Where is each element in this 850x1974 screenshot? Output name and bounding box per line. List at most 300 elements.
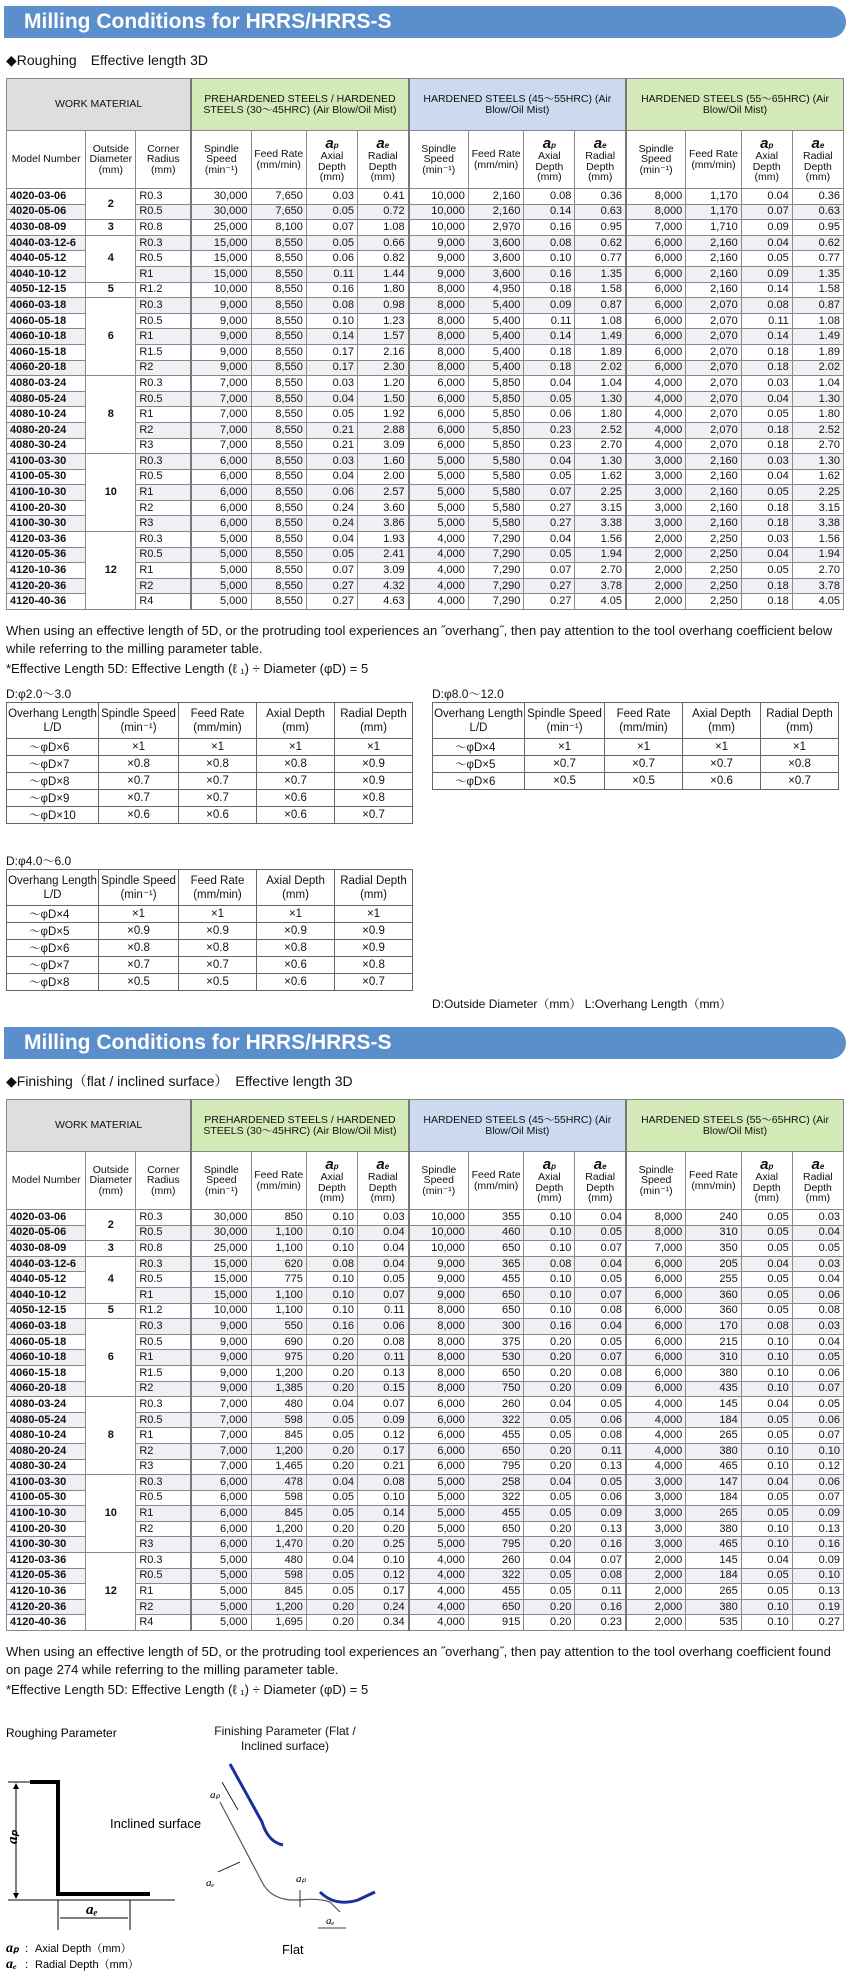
value-cell: 0.05 bbox=[741, 1428, 792, 1444]
value-cell: 0.14 bbox=[524, 329, 575, 345]
value-cell: 3,000 bbox=[626, 454, 686, 470]
value-cell: 10,000 bbox=[191, 282, 251, 298]
corner-radius-cell: R1 bbox=[136, 329, 191, 345]
value-cell: 1.62 bbox=[575, 469, 626, 485]
value-cell: 4,000 bbox=[626, 422, 686, 438]
corner-radius-cell: R0.5 bbox=[136, 204, 191, 220]
table-row bbox=[7, 1241, 844, 1257]
value-cell: 5,850 bbox=[468, 391, 523, 407]
value-cell: 6,000 bbox=[626, 235, 686, 251]
value-cell: 6,000 bbox=[409, 1397, 469, 1413]
value-cell: 0.05 bbox=[306, 204, 357, 220]
value-cell: 6,000 bbox=[626, 1319, 686, 1335]
value-cell: 310 bbox=[686, 1225, 741, 1241]
value-cell: 9,000 bbox=[191, 313, 251, 329]
value-cell: 0.21 bbox=[306, 422, 357, 438]
value-cell: 5,400 bbox=[468, 313, 523, 329]
ae-legend: ：Radial Depth（mm） bbox=[24, 1959, 139, 1971]
model-number-cell: 4100-20-30 bbox=[7, 500, 86, 516]
value-cell: 7,000 bbox=[191, 1397, 251, 1413]
value-cell: 0.11 bbox=[741, 313, 792, 329]
value-cell: 8,550 bbox=[251, 500, 306, 516]
value-cell: 6,000 bbox=[191, 500, 251, 516]
value-cell: 2.52 bbox=[792, 422, 843, 438]
value-cell: 322 bbox=[468, 1412, 523, 1428]
table-row bbox=[7, 532, 844, 548]
value-cell: 0.20 bbox=[306, 1537, 357, 1553]
model-number-cell: 4020-05-06 bbox=[7, 204, 86, 220]
overhang-row bbox=[7, 739, 413, 756]
value-cell: 0.05 bbox=[306, 1568, 357, 1584]
value-cell: 0.04 bbox=[524, 454, 575, 470]
value-cell: 1,170 bbox=[686, 204, 741, 220]
model-number-cell: 4060-05-18 bbox=[7, 1334, 86, 1350]
model-number-cell: 4100-20-30 bbox=[7, 1521, 86, 1537]
value-cell: 0.09 bbox=[575, 1381, 626, 1397]
table-row bbox=[7, 376, 844, 392]
value-cell: 2.52 bbox=[575, 422, 626, 438]
value-cell: 0.10 bbox=[306, 1303, 357, 1319]
finishing-param-wrap bbox=[210, 1724, 360, 1758]
value-cell: 2.88 bbox=[358, 422, 409, 438]
value-cell: 6,000 bbox=[191, 516, 251, 532]
model-number-cell: 4060-03-18 bbox=[7, 1319, 86, 1335]
value-cell: 30,000 bbox=[191, 189, 251, 205]
value-cell: 0.07 bbox=[575, 1287, 626, 1303]
value-cell: 0.27 bbox=[792, 1615, 843, 1631]
value-cell: 0.10 bbox=[524, 251, 575, 267]
value-cell: 5,580 bbox=[468, 500, 523, 516]
value-cell: 0.18 bbox=[741, 360, 792, 376]
group2-header: HARDENED STEELS (45〜55HRC) (Air Blow/Oil Mist) bbox=[409, 1100, 626, 1152]
corner-radius-cell: R3 bbox=[136, 438, 191, 454]
ov-col-ae: Radial Depth (mm) bbox=[761, 703, 839, 739]
coefficient-cell: ×0.6 bbox=[683, 773, 761, 790]
value-cell: 0.06 bbox=[306, 485, 357, 501]
model-number-cell: 4120-05-36 bbox=[7, 547, 86, 563]
value-cell: 7,650 bbox=[251, 204, 306, 220]
value-cell: 0.06 bbox=[306, 251, 357, 267]
coefficient-cell: ×1 bbox=[179, 906, 257, 923]
value-cell: 0.05 bbox=[741, 1210, 792, 1226]
value-cell: 5,580 bbox=[468, 454, 523, 470]
value-cell: 795 bbox=[468, 1459, 523, 1475]
value-cell: 0.10 bbox=[741, 1521, 792, 1537]
value-cell: 0.05 bbox=[741, 251, 792, 267]
coefficient-cell: ×0.8 bbox=[99, 756, 179, 773]
coefficient-cell: ×0.8 bbox=[257, 756, 335, 773]
corner-radius-cell: R0.3 bbox=[136, 1256, 191, 1272]
model-number-cell: 4040-05-12 bbox=[7, 251, 86, 267]
model-number-cell: 4120-40-36 bbox=[7, 594, 86, 610]
ov-col-ap: Axial Depth (mm) bbox=[257, 703, 335, 739]
ov-col-ae: Radial Depth (mm) bbox=[335, 703, 413, 739]
coefficient-cell: ×1 bbox=[257, 906, 335, 923]
value-cell: 0.04 bbox=[306, 532, 357, 548]
value-cell: 0.18 bbox=[524, 282, 575, 298]
coefficient-cell: ×0.8 bbox=[257, 940, 335, 957]
value-cell: 0.04 bbox=[306, 391, 357, 407]
value-cell: 455 bbox=[468, 1584, 523, 1600]
corner-radius-cell: R3 bbox=[136, 516, 191, 532]
value-cell: 0.11 bbox=[306, 266, 357, 282]
col-fr: Feed Rate (mm/min) bbox=[686, 131, 741, 189]
value-cell: 8,550 bbox=[251, 391, 306, 407]
coefficient-cell: ×0.8 bbox=[99, 940, 179, 957]
corner-radius-cell: R2 bbox=[136, 500, 191, 516]
value-cell: 1.30 bbox=[575, 454, 626, 470]
value-cell: 0.08 bbox=[306, 298, 357, 314]
value-cell: 0.10 bbox=[741, 1381, 792, 1397]
value-cell: 1.49 bbox=[575, 329, 626, 345]
value-cell: 0.04 bbox=[741, 1553, 792, 1569]
value-cell: 1.57 bbox=[358, 329, 409, 345]
model-number-cell: 4100-30-30 bbox=[7, 516, 86, 532]
model-number-cell: 4060-03-18 bbox=[7, 298, 86, 314]
value-cell: 650 bbox=[468, 1599, 523, 1615]
overhang-row bbox=[7, 773, 413, 790]
coefficient-cell: ×0.7 bbox=[605, 756, 683, 773]
value-cell: 7,000 bbox=[626, 1241, 686, 1257]
value-cell: 0.18 bbox=[741, 438, 792, 454]
coefficient-cell: ×0.9 bbox=[179, 923, 257, 940]
value-cell: 0.04 bbox=[741, 1397, 792, 1413]
value-cell: 7,000 bbox=[191, 1443, 251, 1459]
corner-radius-cell: R0.3 bbox=[136, 1319, 191, 1335]
value-cell: 9,000 bbox=[191, 298, 251, 314]
value-cell: 0.03 bbox=[358, 1210, 409, 1226]
value-cell: 0.10 bbox=[524, 1287, 575, 1303]
model-number-cell: 4080-20-24 bbox=[7, 422, 86, 438]
model-number-cell: 4080-10-24 bbox=[7, 407, 86, 423]
coefficient-cell: ×0.8 bbox=[179, 940, 257, 957]
value-cell: 7,000 bbox=[626, 220, 686, 236]
value-cell: 310 bbox=[686, 1350, 741, 1366]
value-cell: 0.05 bbox=[741, 1506, 792, 1522]
table-row bbox=[7, 1319, 844, 1335]
value-cell: 0.04 bbox=[792, 1272, 843, 1288]
coefficient-cell: ×0.7 bbox=[761, 773, 839, 790]
value-cell: 0.13 bbox=[358, 1365, 409, 1381]
finishing-param-label: Finishing Parameter (Flat / Inclined surface) bbox=[214, 1724, 356, 1753]
value-cell: 915 bbox=[468, 1615, 523, 1631]
value-cell: 0.07 bbox=[306, 220, 357, 236]
value-cell: 2.41 bbox=[358, 547, 409, 563]
value-cell: 0.09 bbox=[575, 1506, 626, 1522]
model-number-cell: 4100-03-30 bbox=[7, 454, 86, 470]
value-cell: 15,000 bbox=[191, 1272, 251, 1288]
corner-radius-cell: R4 bbox=[136, 1615, 191, 1631]
value-cell: 5,000 bbox=[409, 454, 469, 470]
value-cell: 2.70 bbox=[792, 438, 843, 454]
model-number-cell: 4100-05-30 bbox=[7, 469, 86, 485]
value-cell: 0.21 bbox=[306, 438, 357, 454]
value-cell: 5,000 bbox=[191, 563, 251, 579]
value-cell: 4,000 bbox=[409, 1553, 469, 1569]
model-number-cell: 4080-05-24 bbox=[7, 1412, 86, 1428]
value-cell: 0.06 bbox=[792, 1287, 843, 1303]
model-number-cell: 4080-05-24 bbox=[7, 391, 86, 407]
overhang-row bbox=[433, 739, 839, 756]
corner-radius-cell: R0.3 bbox=[136, 454, 191, 470]
value-cell: 2,000 bbox=[626, 1568, 686, 1584]
value-cell: 0.07 bbox=[524, 485, 575, 501]
value-cell: 0.05 bbox=[741, 563, 792, 579]
value-cell: 0.23 bbox=[575, 1615, 626, 1631]
value-cell: 4,000 bbox=[626, 438, 686, 454]
value-cell: 0.05 bbox=[306, 1490, 357, 1506]
overhang-large-label: D:φ8.0〜12.0 bbox=[432, 687, 504, 701]
value-cell: 0.10 bbox=[741, 1365, 792, 1381]
outside-diameter-cell: 6 bbox=[86, 1319, 136, 1397]
value-cell: 550 bbox=[251, 1319, 306, 1335]
value-cell: 0.07 bbox=[524, 563, 575, 579]
value-cell: 0.05 bbox=[524, 1490, 575, 1506]
value-cell: 7,000 bbox=[191, 1412, 251, 1428]
coefficient-cell: ×0.8 bbox=[335, 790, 413, 807]
overhang-row bbox=[7, 974, 413, 991]
model-number-cell: 4120-03-36 bbox=[7, 1553, 86, 1569]
col-ae: ae Radial Depth (mm) bbox=[358, 131, 409, 189]
value-cell: 0.09 bbox=[792, 1506, 843, 1522]
value-cell: 0.04 bbox=[741, 469, 792, 485]
value-cell: 1.50 bbox=[358, 391, 409, 407]
value-cell: 0.10 bbox=[741, 1459, 792, 1475]
value-cell: 1,200 bbox=[251, 1521, 306, 1537]
value-cell: 0.20 bbox=[306, 1521, 357, 1537]
coefficient-cell: ×0.6 bbox=[257, 957, 335, 974]
col-ae: ae Radial Depth (mm) bbox=[792, 131, 843, 189]
value-cell: 0.06 bbox=[575, 1490, 626, 1506]
value-cell: 350 bbox=[686, 1241, 741, 1257]
value-cell: 8,550 bbox=[251, 376, 306, 392]
overhang-table-large bbox=[432, 702, 839, 790]
coefficient-cell: ×0.9 bbox=[335, 773, 413, 790]
value-cell: 845 bbox=[251, 1584, 306, 1600]
value-cell: 0.10 bbox=[524, 1303, 575, 1319]
model-number-cell: 4120-20-36 bbox=[7, 578, 86, 594]
coefficient-cell: ×0.9 bbox=[99, 923, 179, 940]
value-cell: 8,000 bbox=[409, 1365, 469, 1381]
value-cell: 7,650 bbox=[251, 189, 306, 205]
value-cell: 0.11 bbox=[358, 1303, 409, 1319]
coefficient-cell: ×0.7 bbox=[335, 974, 413, 991]
value-cell: 4,000 bbox=[409, 563, 469, 579]
value-cell: 0.87 bbox=[792, 298, 843, 314]
corner-radius-cell: R1 bbox=[136, 1584, 191, 1600]
value-cell: 0.05 bbox=[306, 1428, 357, 1444]
value-cell: 0.63 bbox=[792, 204, 843, 220]
coefficient-cell: ×0.8 bbox=[761, 756, 839, 773]
table-row bbox=[7, 1303, 844, 1319]
value-cell: 8,550 bbox=[251, 563, 306, 579]
value-cell: 15,000 bbox=[191, 251, 251, 267]
value-cell: 2.00 bbox=[358, 469, 409, 485]
corner-radius-cell: R0.3 bbox=[136, 189, 191, 205]
corner-radius-cell: R3 bbox=[136, 1537, 191, 1553]
outside-diameter-cell: 12 bbox=[86, 532, 136, 610]
value-cell: 0.05 bbox=[306, 235, 357, 251]
model-number-cell: 4100-30-30 bbox=[7, 1537, 86, 1553]
value-cell: 0.24 bbox=[358, 1599, 409, 1615]
value-cell: 6,000 bbox=[626, 1272, 686, 1288]
overhang-ratio-cell: 〜φD×6 bbox=[7, 940, 99, 957]
value-cell: 5,850 bbox=[468, 438, 523, 454]
value-cell: 0.87 bbox=[575, 298, 626, 314]
value-cell: 8,100 bbox=[251, 220, 306, 236]
value-cell: 0.20 bbox=[524, 1443, 575, 1459]
value-cell: 4,000 bbox=[626, 1459, 686, 1475]
value-cell: 1.08 bbox=[358, 220, 409, 236]
value-cell: 6,000 bbox=[191, 1521, 251, 1537]
corner-radius-cell: R0.8 bbox=[136, 220, 191, 236]
value-cell: 6,000 bbox=[409, 422, 469, 438]
value-cell: 0.14 bbox=[306, 329, 357, 345]
value-cell: 0.16 bbox=[575, 1537, 626, 1553]
work-material-header: WORK MATERIAL bbox=[7, 1100, 192, 1152]
value-cell: 10,000 bbox=[409, 1210, 469, 1226]
value-cell: 8,000 bbox=[626, 204, 686, 220]
value-cell: 6,000 bbox=[626, 298, 686, 314]
value-cell: 0.04 bbox=[741, 547, 792, 563]
value-cell: 2.30 bbox=[358, 360, 409, 376]
value-cell: 6,000 bbox=[626, 251, 686, 267]
value-cell: 0.03 bbox=[741, 454, 792, 470]
value-cell: 365 bbox=[468, 1256, 523, 1272]
value-cell: 300 bbox=[468, 1319, 523, 1335]
value-cell: 0.10 bbox=[358, 1490, 409, 1506]
value-cell: 845 bbox=[251, 1428, 306, 1444]
coefficient-cell: ×0.7 bbox=[99, 790, 179, 807]
value-cell: 15,000 bbox=[191, 1256, 251, 1272]
value-cell: 8,000 bbox=[409, 1303, 469, 1319]
value-cell: 0.72 bbox=[358, 204, 409, 220]
value-cell: 2.70 bbox=[792, 563, 843, 579]
value-cell: 8,000 bbox=[409, 313, 469, 329]
value-cell: 0.18 bbox=[741, 578, 792, 594]
value-cell: 0.05 bbox=[741, 1241, 792, 1257]
value-cell: 6,000 bbox=[191, 1537, 251, 1553]
value-cell: 2,000 bbox=[626, 1599, 686, 1615]
value-cell: 478 bbox=[251, 1475, 306, 1491]
col-ap: ap Axial Depth (mm) bbox=[306, 1152, 357, 1210]
value-cell: 5,000 bbox=[191, 1568, 251, 1584]
value-cell: 6,000 bbox=[626, 1287, 686, 1303]
value-cell: 9,000 bbox=[409, 1256, 469, 1272]
value-cell: 1,385 bbox=[251, 1381, 306, 1397]
value-cell: 0.20 bbox=[524, 1599, 575, 1615]
value-cell: 0.08 bbox=[575, 1365, 626, 1381]
corner-radius-cell: R0.5 bbox=[136, 1272, 191, 1288]
corner-radius-cell: R2 bbox=[136, 1381, 191, 1397]
value-cell: 184 bbox=[686, 1568, 741, 1584]
value-cell: 795 bbox=[468, 1537, 523, 1553]
value-cell: 2,070 bbox=[686, 313, 741, 329]
value-cell: 3.60 bbox=[358, 500, 409, 516]
col-ap: ap Axial Depth (mm) bbox=[741, 131, 792, 189]
value-cell: 5,000 bbox=[191, 594, 251, 610]
value-cell: 0.04 bbox=[792, 1334, 843, 1350]
value-cell: 2,070 bbox=[686, 438, 741, 454]
value-cell: 0.14 bbox=[741, 282, 792, 298]
value-cell: 7,000 bbox=[191, 1428, 251, 1444]
value-cell: 6,000 bbox=[626, 313, 686, 329]
overhang-row bbox=[7, 940, 413, 957]
table-row bbox=[7, 1210, 844, 1226]
value-cell: 0.14 bbox=[524, 204, 575, 220]
value-cell: 620 bbox=[251, 1256, 306, 1272]
coefficient-cell: ×0.5 bbox=[525, 773, 605, 790]
value-cell: 147 bbox=[686, 1475, 741, 1491]
value-cell: 7,290 bbox=[468, 532, 523, 548]
table-row bbox=[7, 282, 844, 298]
value-cell: 0.08 bbox=[575, 1303, 626, 1319]
coefficient-cell: ×0.7 bbox=[99, 957, 179, 974]
value-cell: 8,000 bbox=[409, 282, 469, 298]
value-cell: 0.03 bbox=[741, 532, 792, 548]
outside-diameter-cell: 3 bbox=[86, 220, 136, 236]
value-cell: 1,100 bbox=[251, 1241, 306, 1257]
value-cell: 3.09 bbox=[358, 563, 409, 579]
corner-radius-cell: R0.3 bbox=[136, 235, 191, 251]
value-cell: 0.07 bbox=[792, 1381, 843, 1397]
overhang-ratio-cell: 〜φD×4 bbox=[433, 739, 525, 756]
value-cell: 215 bbox=[686, 1334, 741, 1350]
value-cell: 465 bbox=[686, 1459, 741, 1475]
outside-diameter-cell: 8 bbox=[86, 376, 136, 454]
value-cell: 0.04 bbox=[741, 189, 792, 205]
corner-radius-cell: R2 bbox=[136, 360, 191, 376]
value-cell: 6,000 bbox=[191, 454, 251, 470]
corner-radius-cell: R2 bbox=[136, 1443, 191, 1459]
value-cell: 0.04 bbox=[792, 1225, 843, 1241]
value-cell: 2,070 bbox=[686, 407, 741, 423]
table-row bbox=[7, 1475, 844, 1491]
value-cell: 5,000 bbox=[409, 1521, 469, 1537]
group3-header: HARDENED STEELS (55〜65HRC) (Air Blow/Oil Mist) bbox=[626, 79, 844, 131]
value-cell: 0.05 bbox=[306, 1506, 357, 1522]
model-number-cell: 4040-03-12-6 bbox=[7, 1256, 86, 1272]
value-cell: 0.66 bbox=[358, 235, 409, 251]
value-cell: 0.06 bbox=[792, 1412, 843, 1428]
model-number-cell: 4100-10-30 bbox=[7, 485, 86, 501]
value-cell: 0.10 bbox=[792, 1568, 843, 1584]
value-cell: 0.23 bbox=[524, 422, 575, 438]
value-cell: 6,000 bbox=[191, 1490, 251, 1506]
value-cell: 0.05 bbox=[306, 1412, 357, 1428]
value-cell: 4,000 bbox=[409, 594, 469, 610]
value-cell: 0.20 bbox=[306, 1599, 357, 1615]
value-cell: 1.58 bbox=[792, 282, 843, 298]
value-cell: 3,600 bbox=[468, 235, 523, 251]
value-cell: 0.07 bbox=[358, 1397, 409, 1413]
ov-col-ae: Radial Depth (mm) bbox=[335, 870, 413, 906]
value-cell: 265 bbox=[686, 1506, 741, 1522]
value-cell: 0.08 bbox=[792, 1303, 843, 1319]
value-cell: 3,600 bbox=[468, 251, 523, 267]
value-cell: 6,000 bbox=[626, 1365, 686, 1381]
value-cell: 15,000 bbox=[191, 235, 251, 251]
overhang-legend: D:Outside Diameter（mm） L:Overhang Length（mm） bbox=[432, 997, 732, 1011]
ov-col-ss: Spindle Speed (min⁻¹) bbox=[525, 703, 605, 739]
value-cell: 9,000 bbox=[191, 1319, 251, 1335]
value-cell: 10,000 bbox=[191, 1303, 251, 1319]
value-cell: 5,580 bbox=[468, 516, 523, 532]
value-cell: 2,250 bbox=[686, 594, 741, 610]
corner-radius-cell: R0.5 bbox=[136, 1568, 191, 1584]
outside-diameter-cell: 10 bbox=[86, 1475, 136, 1553]
coefficient-cell: ×0.7 bbox=[99, 773, 179, 790]
